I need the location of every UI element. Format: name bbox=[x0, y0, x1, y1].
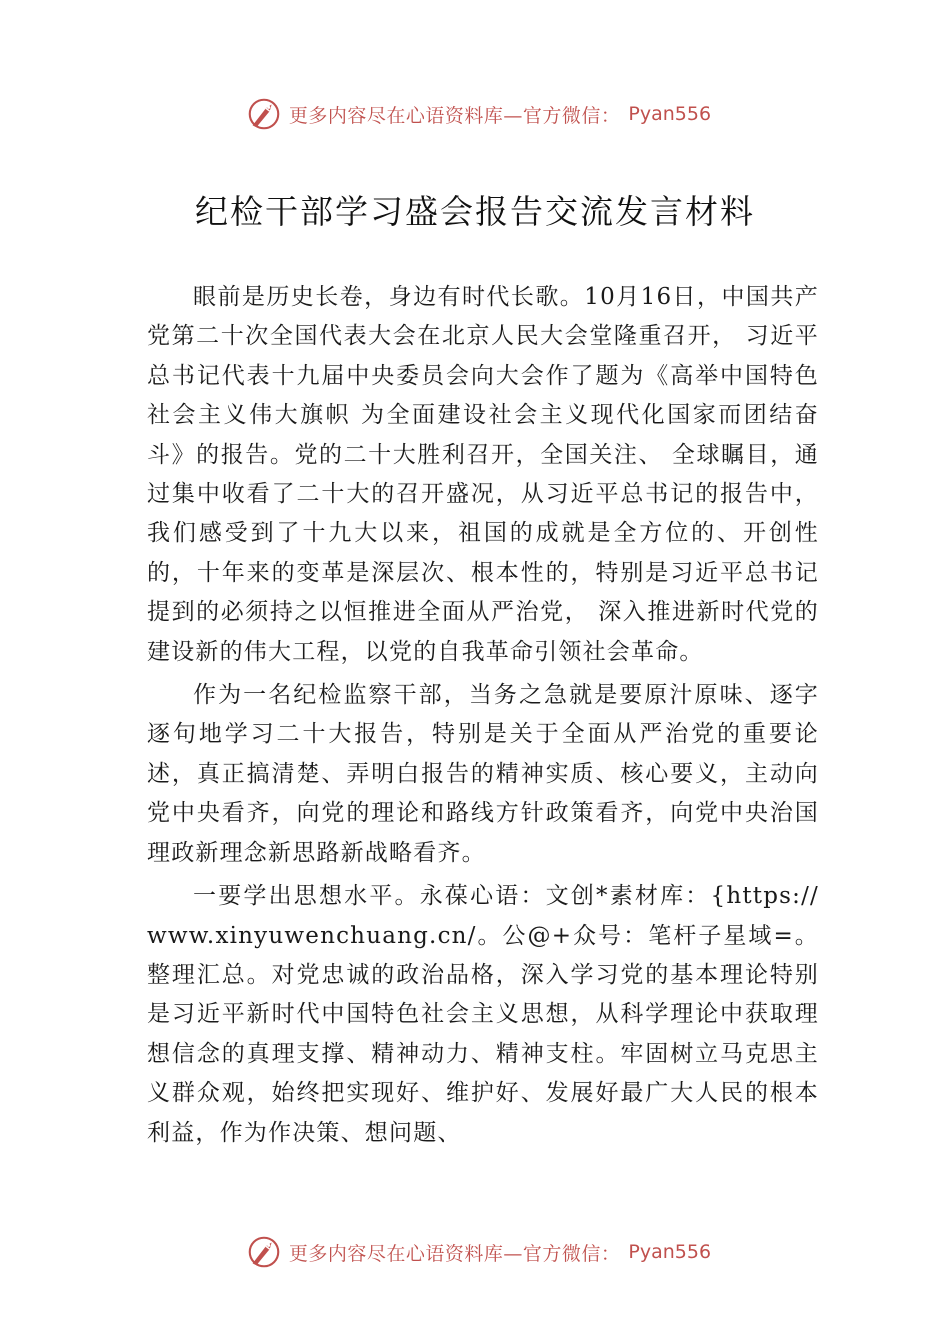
pen-nib-logo-icon bbox=[245, 95, 283, 133]
footer-wechat-id: Pyan556 bbox=[628, 1241, 712, 1263]
pen-nib-logo-icon bbox=[245, 1233, 283, 1271]
footer-banner-content bbox=[245, 1233, 711, 1271]
footer-banner bbox=[0, 1230, 950, 1274]
footer-banner-text: 更多内容尽在心语资料库—官方微信： bbox=[288, 1242, 621, 1265]
header-banner-content bbox=[245, 95, 711, 133]
header-wechat-id: Pyan556 bbox=[628, 103, 712, 125]
header-banner bbox=[0, 92, 950, 136]
paragraph-3: 一要学出思想水平。永葆心语：文创*素材库：{https://www.xinyuwenchuang.cn/。公@+众号：笔杆子星域=。整理汇总。对党忠诚的政治品格，深入学习党的基本理论特别是习近平新时代中国特色社会主义思想，从科学理论中获取理想信念的真理支撑、精神动力、精神支柱。牢固树立马克思主义群众观，始终把实现好、维护好、发展好最广大人民的根本利益，作为作决策、想问题、 bbox=[147, 883, 819, 1146]
paragraph-2: 作为一名纪检监察干部，当务之急就是要原汁原味、逐字逐句地学习二十大报告，特别是关于全面从严治党的重要论述，真正搞清楚、弄明白报告的精神实质、核心要义，主动向党中央看齐，向党的理论和路线方针政策看齐，向党中央治国理政新理念新思路新战略看齐。 bbox=[147, 682, 819, 866]
document-title: 纪检干部学习盛会报告交流发言材料 bbox=[195, 192, 755, 231]
paragraph-1: 眼前是历史长卷，身边有时代长歌。10月16日，中国共产党第二十次全国代表大会在北京人民大会堂隆重召开， 习近平总书记代表十九届中央委员会向大会作了题为《高举中国特色社会主义伟大旗帜 为全面建设社会主义现代化国家而团结奋斗》的报告。党的二十大胜利召开，全国关注、 全球瞩目，通过集中收看了二十大的召开盛况，从习近平总书记的报告中，我们感受到了十九大以来，祖国的成就是全方位的、开创性的，十年来的变革是深层次、根本性的，特别是习近平总书记提到的必须持之以恒推进全面从严治党， 深入推进新时代党的建设新的伟大工程，以党的自我革命引领社会革命。 bbox=[147, 284, 819, 665]
document-body bbox=[147, 278, 819, 1157]
header-banner-text: 更多内容尽在心语资料库—官方微信： bbox=[288, 104, 621, 127]
